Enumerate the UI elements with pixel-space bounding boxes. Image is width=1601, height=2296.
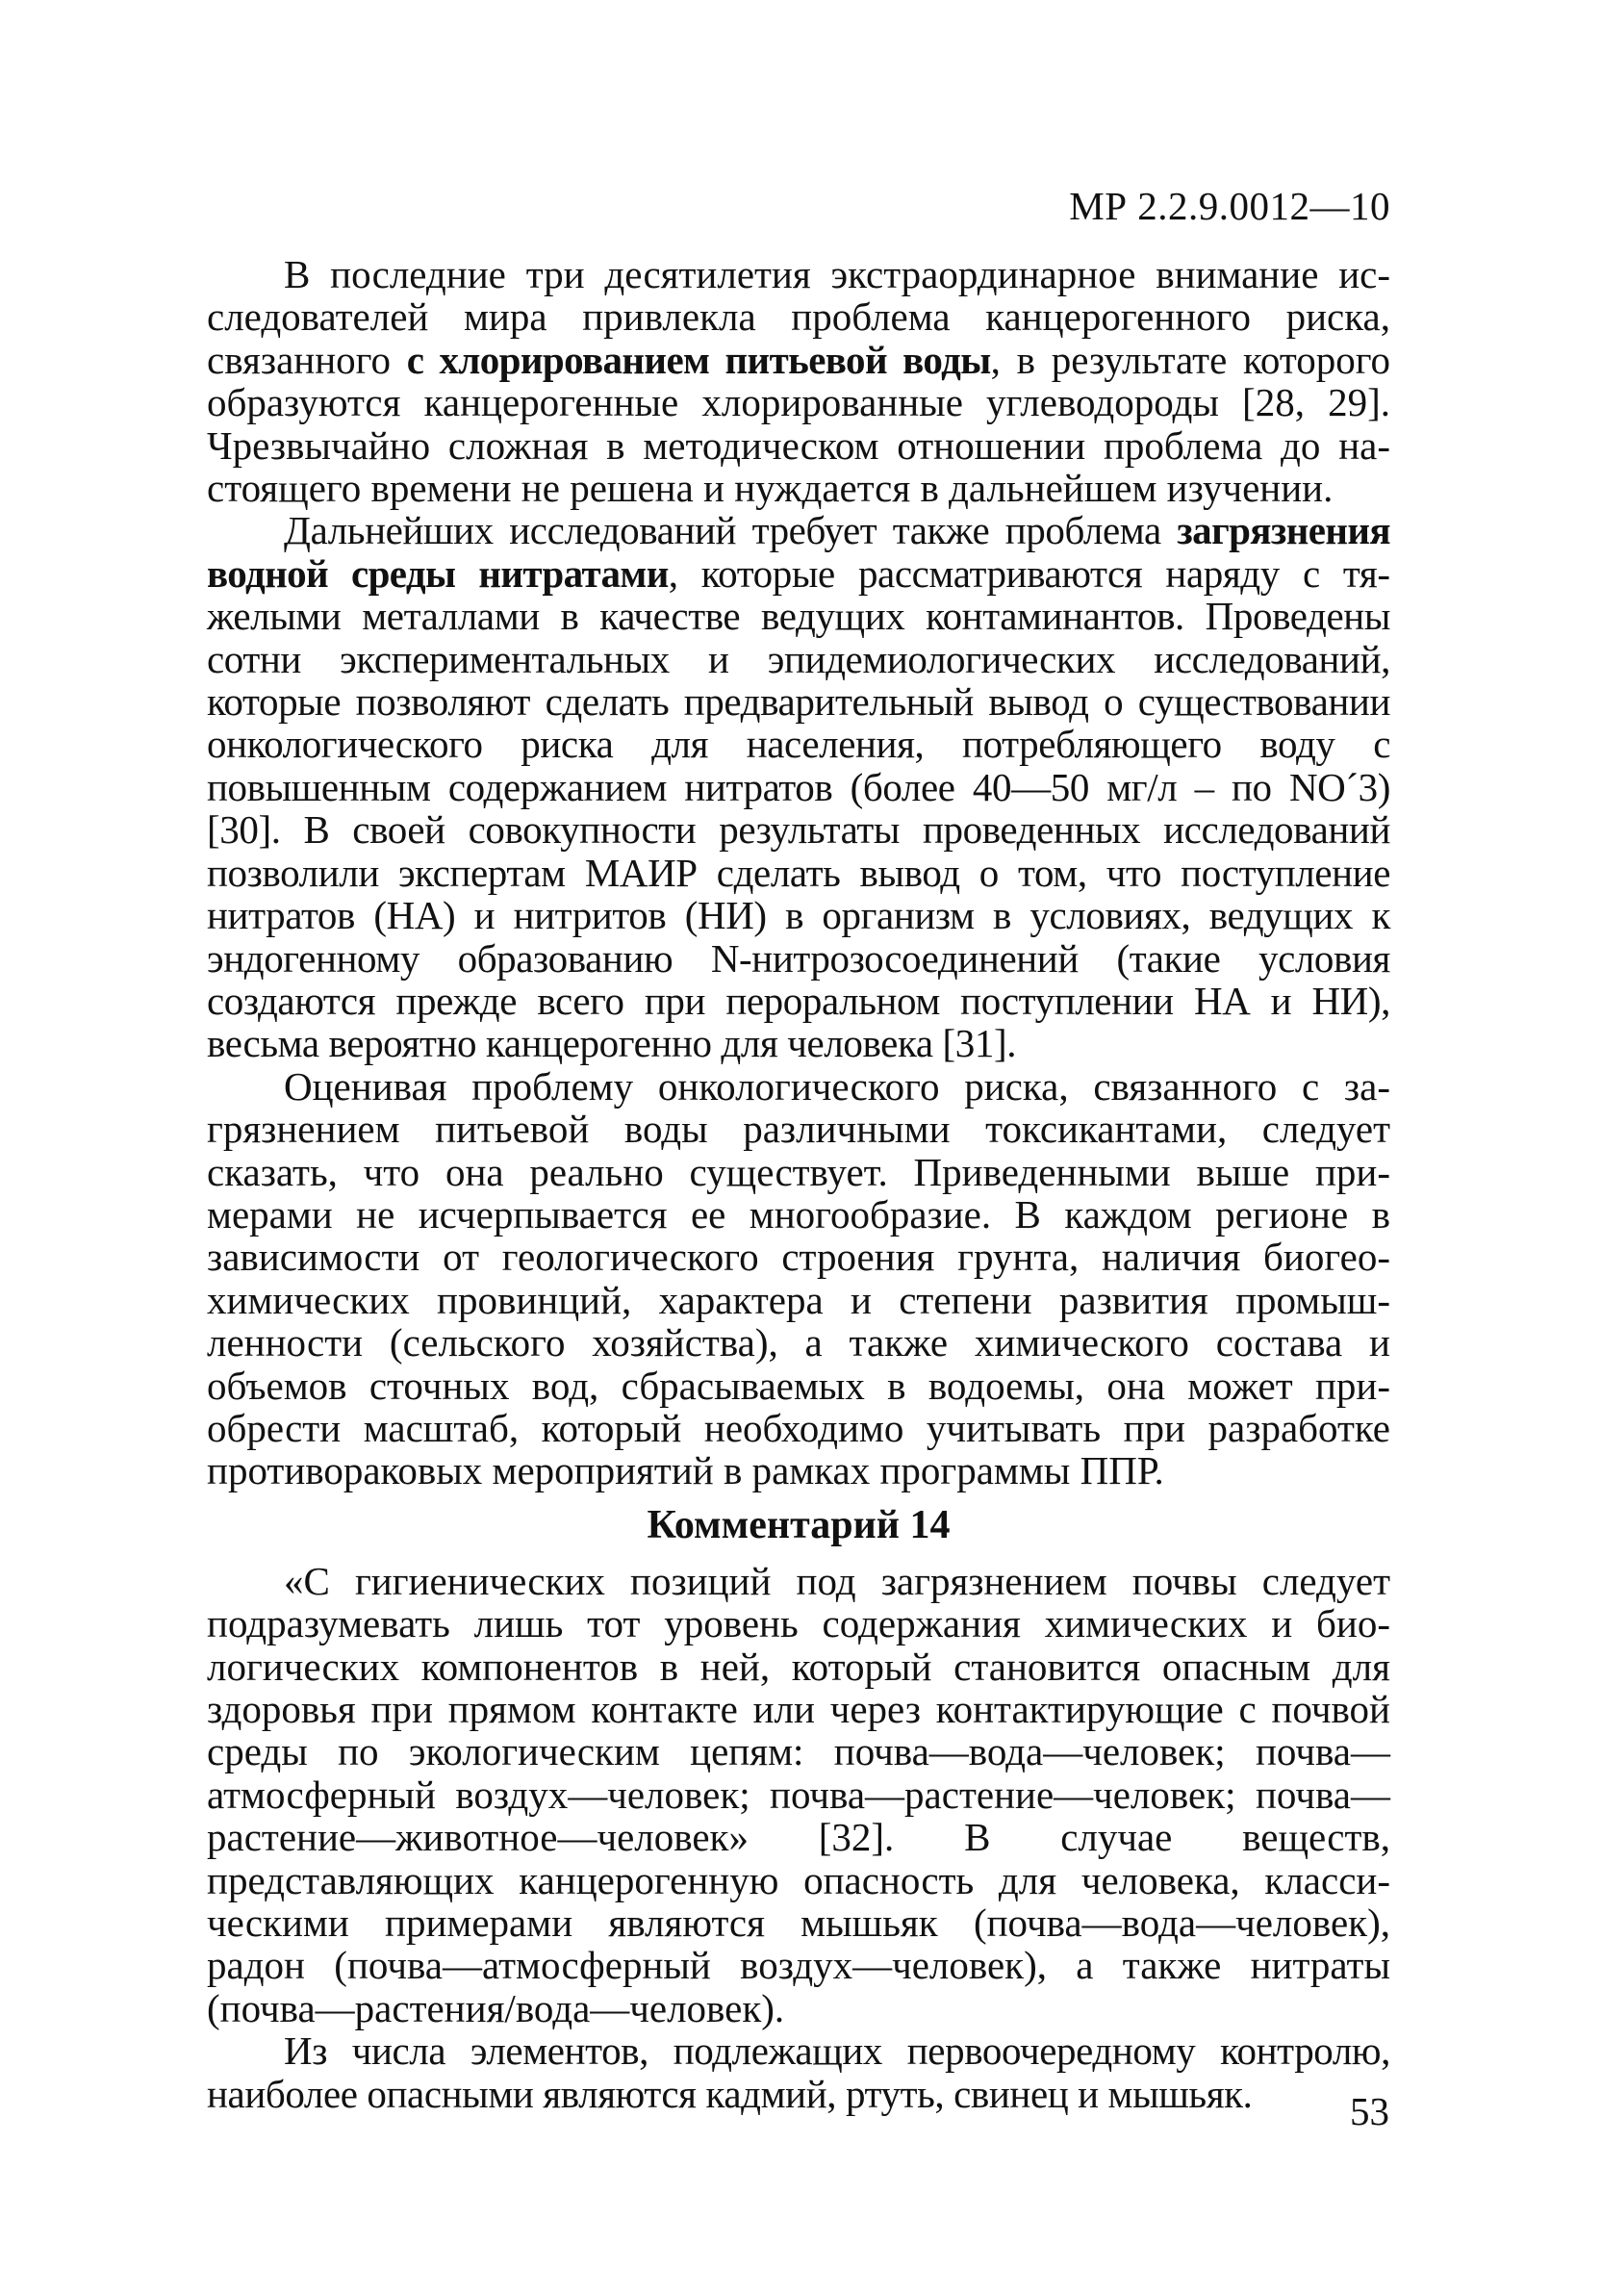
paragraph-soil-pollution: «С гигиенических позиций под загрязнением почвы следует подразумевать лишь тот уровень содержания химических и биологических компонентов в ней, который становится опасным для здоровья при прямом контакте или через контактирующие с почвой среды по экологическим цепям: почва—вода—человек; почва—атмосферный воздух—человек; почва—растение—человек; почва—растение—животное—человек» [32]. В случае веществ, представляющих канцерогенную опасность для человека, классическими примерами являются мышьяк (почва—вода—человек), радон (почва—атмосферный воздух—человек), а также нитраты (почва—растения/вода—человек). [207, 1558, 1390, 2030]
paragraph-oncological-risk: Оценивая проблему онкологического риска, связанного с загрязнением питьевой воды различными токсикантами, следует сказать, что она реально существует. Приведенными выше примерами не исчерпывается ее многообразие. В каждом регионе в зависимости от геологического строения грунта, наличия биогеохимических провинций, характера и степени развития промышленности (сельского хозяйства), а также химического состава и объемов сточных вод, сбрасываемых в водоемы, она может приобрести масштаб, который необходимо учитывать при разработке противораковых мероприятий в рамках программы ППР. [207, 1063, 1390, 1493]
paragraph-text: , которые рассматриваются наряду с тяжелыми металлами в качестве ведущих контаминантов. Проведены сотни экспериментальных и эпидемиологических исследований, которые позволяют сделать предварительный вывод о существовании онкологического риска для населения, потребляющего воду с повышенным содержанием нитратов (более 40—50 мг/л – по NO´3) [30]. В своей совокупности результаты проведенных исследований позволили экспертам МАИР сделать вывод о том, что поступление нитратов (НА) и нитритов (НИ) в организм в условиях, ведущих к эндогенному образованию N-нитрозосоединений (такие условия создаются прежде всего при пероральном поступлении НА и НИ), весьма вероятно канцерогенно для человека [31]. [207, 550, 1390, 1066]
paragraph-nitrates [207, 509, 1390, 1064]
page-number: 53 [1350, 2089, 1389, 2133]
paragraph-text: В последние три десятилетия экстраординарное внимание исследователей мира привлекла проблема канцерогенного риска, связанного [207, 252, 1390, 382]
paragraph-text: , в результате которого образуются канцерогенные хлорированные углеводороды [28, 29]. Чрезвычайно сложная в методическом отношении проблема до настоящего времени не решена и нуждается в дальнейшем изучении. [207, 337, 1391, 511]
paragraph-priority-elements: Из числа элементов, подлежащих первоочередному контролю, наиболее опасными являются кадмий, ртуть, свинец и мышьяк. [207, 2028, 1390, 2116]
paragraph-chlorination [207, 253, 1390, 509]
body-text [207, 253, 1390, 2115]
section-heading: Комментарий 14 [647, 1502, 951, 1547]
document-code: МР 2.2.9.0012—10 [1069, 184, 1390, 228]
paragraph-text: Дальнейших исследований требует также проблема [284, 508, 1178, 553]
emphasis-text: с хлорированием питьевой воды [406, 337, 991, 382]
emphasis-text: загрязнения водной среды нитратами [207, 508, 1390, 596]
